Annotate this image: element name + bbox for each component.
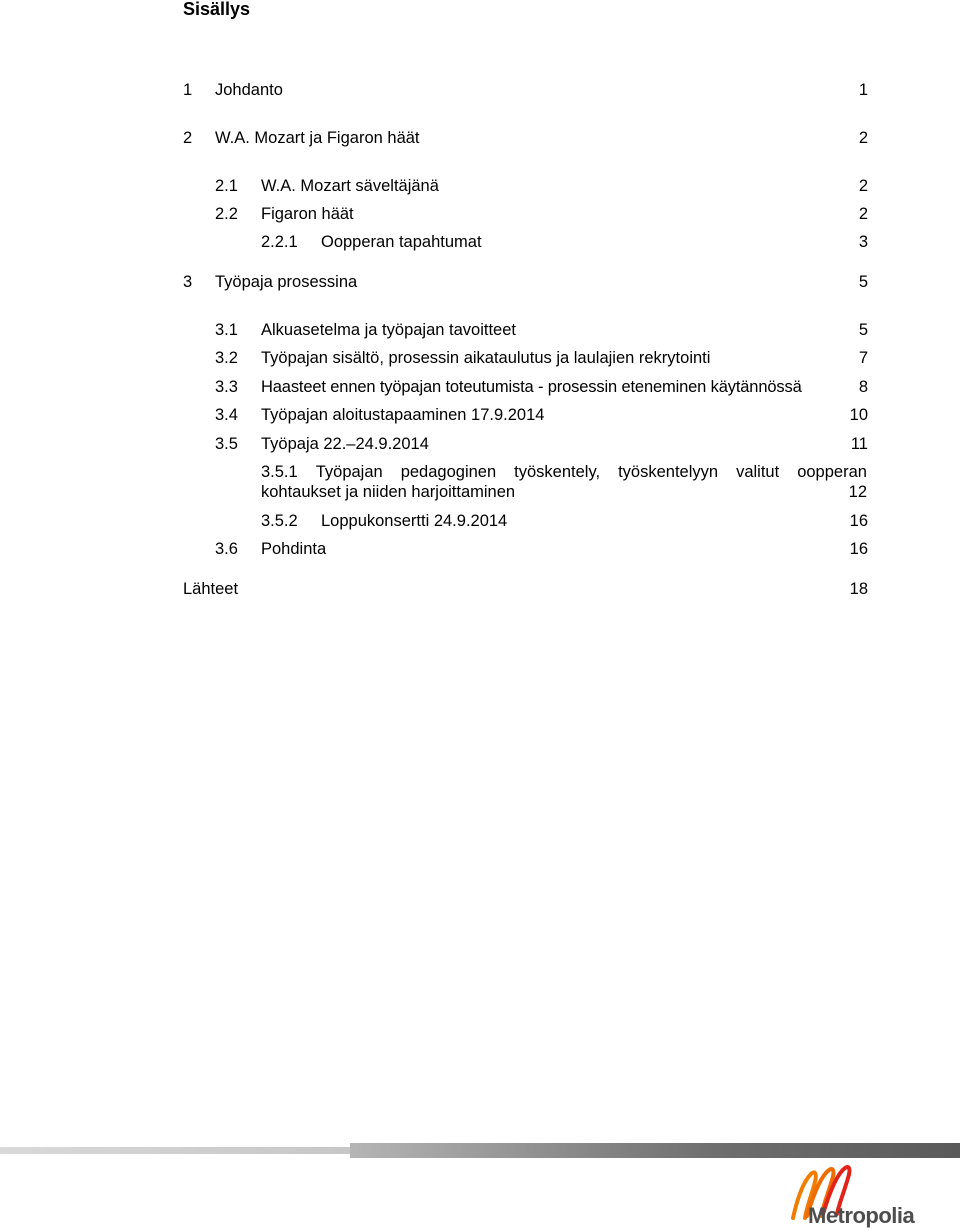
toc-page-number: 5 [858, 273, 868, 291]
toc-label: W.A. Mozart ja Figaron häät [215, 129, 420, 147]
toc-word: työskentelyyn [618, 463, 719, 481]
toc-page-number: 2 [858, 177, 868, 195]
toc-label: W.A. Mozart säveltäjänä [261, 177, 439, 195]
toc-page-number: 3 [858, 233, 868, 251]
toc-page-number: 7 [858, 349, 868, 367]
toc-number: 3.2 [215, 349, 238, 367]
toc-page-number: 2 [858, 129, 868, 147]
toc-entry[interactable] [183, 128, 868, 148]
toc-word: Työpajan [315, 463, 383, 481]
toc-number: 3.5.1 [261, 463, 298, 481]
toc-entry[interactable] [215, 320, 868, 340]
toc-label: Johdanto [215, 81, 283, 99]
toc-label: Loppukonsertti 24.9.2014 [321, 512, 508, 530]
toc-number: 3.5.2 [261, 512, 298, 530]
toc-entry[interactable] [215, 176, 868, 196]
toc-page-number: 18 [849, 580, 868, 598]
toc-label: Lähteet [183, 580, 239, 598]
toc-page-number: 5 [858, 321, 868, 339]
toc-number: 3.1 [215, 321, 238, 339]
toc-page-number: 16 [849, 540, 868, 558]
toc-page-number: 11 [850, 435, 868, 453]
toc-label: Haasteet ennen työpajan toteutumista - prosessin eteneminen käytännössä [261, 378, 802, 396]
toc-number: 3.3 [215, 378, 238, 396]
toc-page-number: 10 [849, 406, 868, 424]
toc-number: 3.5 [215, 435, 238, 453]
toc-page-number: 1 [858, 81, 868, 99]
toc-label: kohtaukset ja niiden harjoittaminen [261, 483, 516, 501]
toc-entry[interactable] [261, 232, 868, 252]
toc-word: oopperan [797, 463, 867, 481]
toc-entry[interactable] [183, 80, 868, 100]
toc-entry[interactable] [215, 539, 868, 559]
toc-entry[interactable] [215, 405, 868, 425]
toc-page-number: 8 [858, 378, 868, 396]
toc-label: Pohdinta [261, 540, 327, 558]
toc-label: Työpajan aloitustapaaminen 17.9.2014 [261, 406, 545, 424]
toc-page-number: 12 [848, 483, 867, 501]
toc-entry[interactable] [215, 348, 868, 368]
toc-label: Työpaja prosessina [215, 273, 358, 291]
toc-number: 2 [183, 129, 193, 147]
footer-bar-dark-segment [350, 1143, 960, 1158]
toc-entry[interactable] [183, 579, 868, 599]
toc-number: 3 [183, 273, 193, 291]
toc-word: työskentely, [514, 463, 601, 481]
toc-number: 1 [183, 81, 193, 99]
toc-label: Työpaja 22.–24.9.2014 [261, 435, 429, 453]
toc-entry[interactable] [183, 272, 868, 292]
toc-number: 2.1 [215, 177, 238, 195]
toc-number: 2.2 [215, 205, 238, 223]
toc-entry-line-1 [261, 462, 867, 482]
toc-label: Oopperan tapahtumat [321, 233, 482, 251]
toc-entry[interactable] [215, 434, 868, 454]
logo-wordmark: Metropolia [808, 1203, 915, 1228]
toc-label: Työpajan sisältö, prosessin aikataulutus ja laulajien rekrytointi [261, 349, 711, 367]
toc-word: valitut [736, 463, 780, 481]
toc-entry[interactable] [261, 511, 868, 531]
toc-label: Figaron häät [261, 205, 354, 223]
toc-page-number: 2 [858, 205, 868, 223]
toc-entry[interactable] [261, 462, 868, 502]
toc-label: Alkuasetelma ja työpajan tavoitteet [261, 321, 516, 339]
toc-word: pedagoginen [400, 463, 497, 481]
toc-heading: Sisällys [183, 0, 251, 19]
toc-number: 3.6 [215, 540, 238, 558]
toc-entry[interactable] [215, 204, 868, 224]
toc-page-number: 16 [849, 512, 868, 530]
toc-number: 2.2.1 [261, 233, 298, 251]
toc-number: 3.4 [215, 406, 238, 424]
footer-divider-bar [0, 1143, 960, 1158]
toc-entry-line-2 [261, 482, 867, 502]
toc-entry[interactable] [215, 377, 868, 397]
